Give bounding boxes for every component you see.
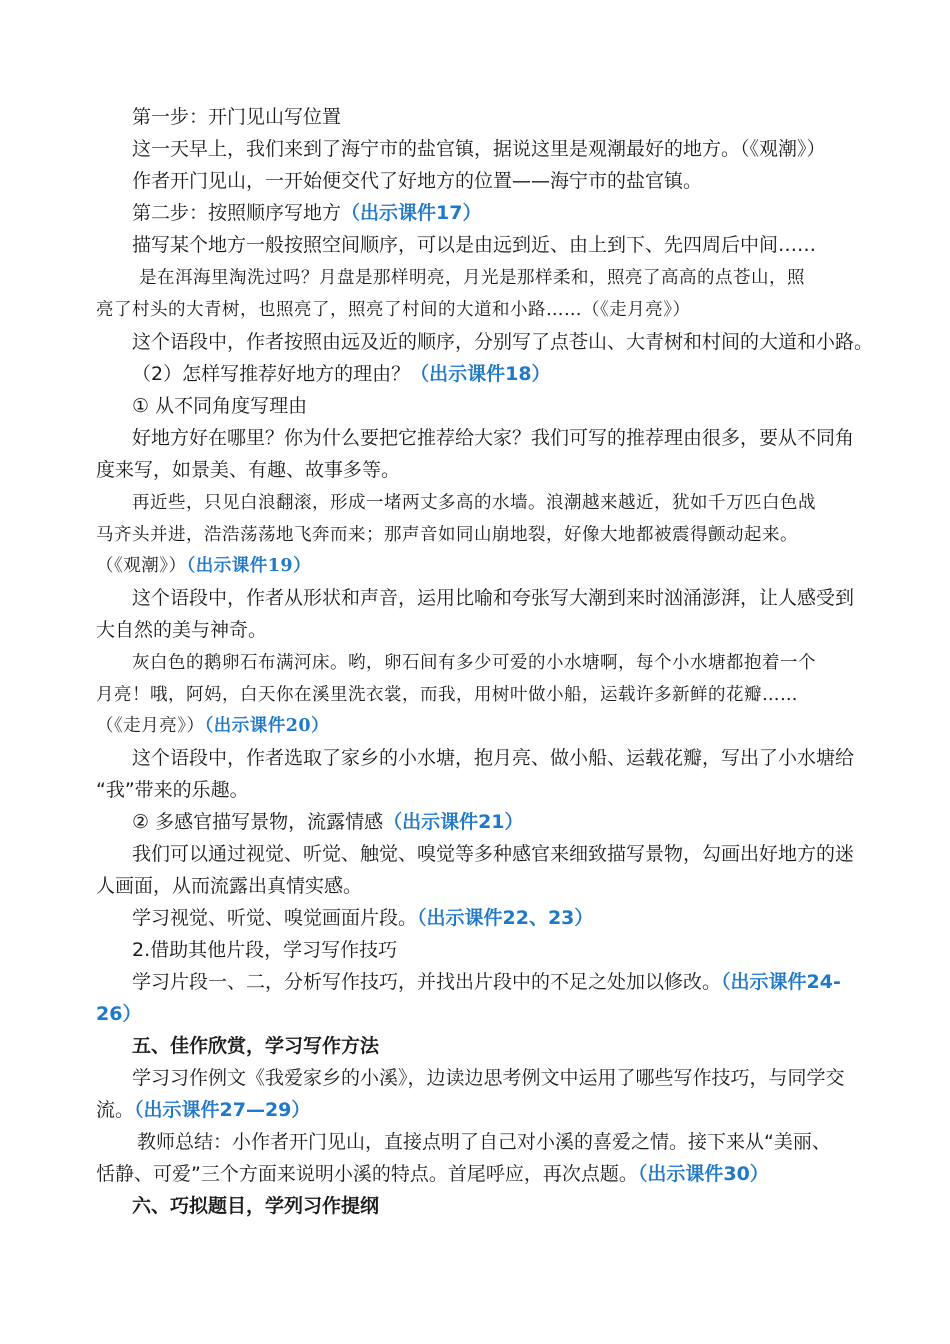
quoted-text-line: 是在洱海里淘洗过吗？月盘是那样明亮，月光是那样柔和，照亮了高高的点苍山，照 — [139, 268, 805, 288]
quoted-text-line: （《观潮》）（出示课件19） — [96, 556, 312, 576]
courseware-ref: （出示课件30） — [637, 1163, 769, 1185]
text-line: 学习视觉、听觉、嗅觉画面片段。（出示课件22、23） — [132, 907, 594, 929]
quoted-text-line: 月亮！哦，阿妈，白天你在溪里洗衣裳，而我，用树叶做小船，运载许多新鲜的花瓣…… — [96, 685, 798, 705]
text-line: 这个语段中，作者从形状和声音，运用比喻和夸张写大潮到来时汹涌澎湃，让人感受到 — [132, 587, 855, 609]
courseware-ref: （出示课件20） — [204, 716, 330, 736]
text-line: “我”带来的乐趣。 — [96, 779, 249, 801]
quoted-text-line: 亮了村头的大青树，也照亮了，照亮了村间的大道和小路……（《走月亮》） — [96, 300, 691, 320]
text-line: （2）怎样写推荐好地方的理由？（出示课件18） — [132, 363, 551, 385]
courseware-ref: （出示课件18） — [410, 363, 551, 385]
courseware-ref: （出示课件24- — [721, 971, 841, 993]
text-line: 2.借助其他片段，学习写作技巧 — [132, 939, 398, 961]
section-heading: 五、佳作欣赏，学习写作方法 — [132, 1035, 380, 1057]
courseware-ref: （出示课件19） — [186, 556, 312, 576]
text-line: 描写某个地方一般按照空间顺序，可以是由远到近、由上到下、先四周后中间…… — [132, 234, 817, 256]
quoted-text-line: 马齐头并进，浩浩荡荡地飞奔而来；那声音如同山崩地裂，好像大地都被震得颤动起来。 — [96, 525, 798, 545]
text-line: 这个语段中，作者按照由远及近的顺序，分别写了点苍山、大青树和村间的大道和小路。 — [132, 331, 874, 353]
text-line: 恬静、可爱”三个方面来说明小溪的特点。首尾呼应，再次点题。（出示课件30） — [96, 1163, 769, 1185]
text-line: 这个语段中，作者选取了家乡的小水塘，抱月亮、做小船、运载花瓣，写出了小水塘给 — [132, 747, 855, 769]
text-line: 学习习作例文《我爱家乡的小溪》，边读边思考例文中运用了哪些写作技巧，与同学交 — [132, 1067, 845, 1089]
text-line: 作者开门见山，一开始便交代了好地方的位置——海宁市的盐官镇。 — [132, 170, 703, 192]
text-line: 学习片段一、二，分析写作技巧，并找出片段中的不足之处加以修改。（出示课件24- — [132, 971, 841, 993]
section-heading: 六、巧拟题目，学列习作提纲 — [132, 1195, 380, 1217]
quoted-text-line: 再近些，只见白浪翻滚，形成一堵两丈多高的水墙。浪潮越来越近，犹如千万匹白色战 — [132, 493, 816, 513]
text-line: 大自然的美与神奇。 — [96, 619, 268, 641]
courseware-ref: 26） — [96, 1003, 142, 1025]
quoted-text-line: 灰白色的鹅卵石布满河床。哟，卵石间有多少可爱的小水塘啊，每个小水塘都抱着一个 — [132, 653, 816, 673]
text-line: 人画面，从而流露出真情实感。 — [96, 875, 363, 897]
courseware-ref: （出示课件21） — [383, 811, 524, 833]
text-line: 第一步：开门见山写位置 — [132, 106, 342, 128]
text-line: 度来写，如景美、有趣、故事多等。 — [96, 459, 401, 481]
text-line: 我们可以通过视觉、听觉、触觉、嗅觉等多种感官来细致描写景物，勾画出好地方的迷 — [132, 843, 855, 865]
text-line: ① 从不同角度写理由 — [132, 395, 308, 417]
text-line — [96, 1000, 141, 1028]
text-line: 流。（出示课件27—29） — [96, 1099, 311, 1121]
text-line: ② 多感官描写景物，流露情感（出示课件21） — [132, 811, 524, 833]
text-line: 教师总结：小作者开门见山，直接点明了自己对小溪的喜爱之情。接下来从“美丽、 — [137, 1131, 831, 1153]
courseware-ref: （出示课件27—29） — [134, 1099, 311, 1121]
text-line: 好地方好在哪里？你为什么要把它推荐给大家？我们可写的推荐理由很多，要从不同角 — [132, 427, 855, 449]
courseware-ref: （出示课件17） — [341, 202, 482, 224]
text-line: 这一天早上，我们来到了海宁市的盐官镇，据说这里是观潮最好的地方。（《观潮》） — [132, 138, 826, 160]
quoted-text-line: （《走月亮》）（出示课件20） — [96, 716, 330, 736]
text-line: 第二步：按照顺序写地方（出示课件17） — [132, 202, 482, 224]
courseware-ref: （出示课件22、23） — [417, 907, 594, 929]
